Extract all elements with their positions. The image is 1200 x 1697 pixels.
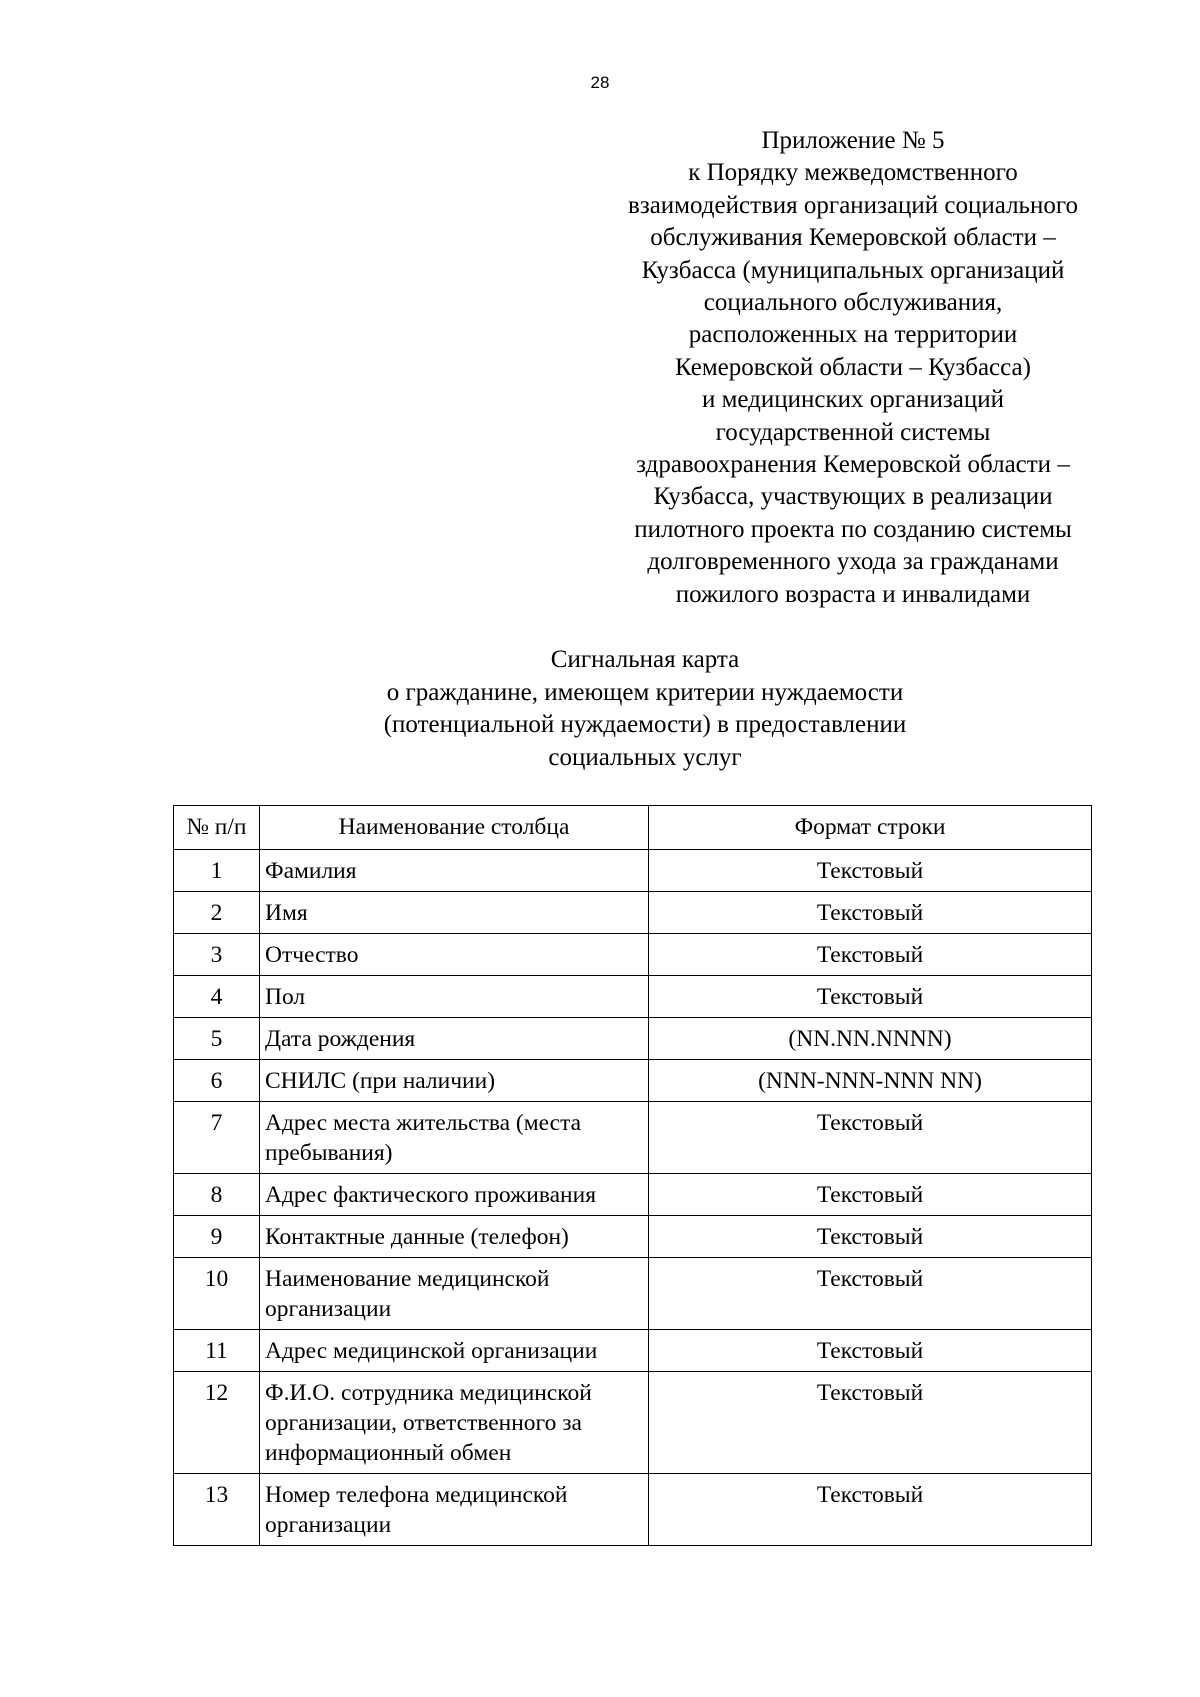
- appendix-line: и медицинских организаций: [701, 386, 1005, 414]
- header-row-format: Формат строки: [649, 806, 1092, 850]
- appendix-line: пожилого возраста и инвалидами: [675, 580, 1031, 608]
- row-number: 7: [174, 1102, 260, 1174]
- row-number: 4: [174, 976, 260, 1018]
- row-format: Текстовый: [649, 1258, 1092, 1330]
- table-row: [174, 1474, 1092, 1546]
- appendix-line: здравоохранения Кемеровской области –: [636, 451, 1070, 479]
- document-title: [0, 644, 1200, 774]
- title-line: (потенциальной нуждаемости) в предоставлении: [383, 711, 907, 738]
- appendix-line: к Порядку межведомственного: [688, 159, 1018, 187]
- row-format: Текстовый: [649, 1174, 1092, 1216]
- row-number: 3: [174, 934, 260, 976]
- row-number: 10: [174, 1258, 260, 1330]
- row-number: 1: [174, 850, 260, 892]
- row-column-name: Отчество: [260, 934, 649, 976]
- table-row: [174, 1330, 1092, 1372]
- table-row: [174, 976, 1092, 1018]
- row-column-name: СНИЛС (при наличии): [260, 1060, 649, 1102]
- row-column-name: Пол: [260, 976, 649, 1018]
- table-row: [174, 850, 1092, 892]
- row-column-name: Имя: [260, 892, 649, 934]
- row-format: Текстовый: [649, 1216, 1092, 1258]
- appendix-line: долговременного ухода за гражданами: [647, 548, 1059, 576]
- appendix-line: обслуживания Кемеровской области –: [650, 224, 1056, 252]
- row-format: Текстовый: [649, 934, 1092, 976]
- table-row: [174, 1372, 1092, 1474]
- row-number: 6: [174, 1060, 260, 1102]
- table-header-row: [174, 806, 1092, 850]
- row-format: (NN.NN.NNNN): [649, 1018, 1092, 1060]
- row-format: Текстовый: [649, 1102, 1092, 1174]
- appendix-line: Приложение № 5: [761, 127, 945, 154]
- row-format: Текстовый: [649, 850, 1092, 892]
- appendix-line: взаимодействия организаций социального: [628, 191, 1078, 219]
- row-number: 12: [174, 1372, 260, 1474]
- table-row: [174, 1102, 1092, 1174]
- row-format: Текстовый: [649, 1474, 1092, 1546]
- page-number: 28: [590, 73, 610, 92]
- row-column-name: Ф.И.О. сотрудника медицинской организации, ответственного за информационный обмен: [260, 1372, 649, 1474]
- row-format: (NNN-NNN-NNN NN): [649, 1060, 1092, 1102]
- appendix-line: Кузбасса (муниципальных организаций: [641, 256, 1065, 284]
- appendix-line: социального обслуживания,: [703, 289, 1003, 317]
- appendix-line: Кемеровской области – Кузбасса): [675, 353, 1031, 381]
- row-column-name: Наименование медицинской организации: [260, 1258, 649, 1330]
- header-column-name: Наименование столбца: [260, 806, 649, 850]
- row-format: Текстовый: [649, 976, 1092, 1018]
- row-number: 9: [174, 1216, 260, 1258]
- row-format: Текстовый: [649, 892, 1092, 934]
- fields-table: [173, 805, 1092, 1546]
- row-column-name: Фамилия: [260, 850, 649, 892]
- row-column-name: Контактные данные (телефон): [260, 1216, 649, 1258]
- table-row: [174, 1216, 1092, 1258]
- table-row: [174, 1018, 1092, 1060]
- row-number: 11: [174, 1330, 260, 1372]
- row-column-name: Адрес медицинской организации: [260, 1330, 649, 1372]
- title-line: социальных услуг: [548, 743, 742, 771]
- row-number: 8: [174, 1174, 260, 1216]
- row-format: Текстовый: [649, 1330, 1092, 1372]
- appendix-header: [583, 125, 1123, 611]
- table-row: [174, 892, 1092, 934]
- row-number: 2: [174, 892, 260, 934]
- header-number: № п/п: [174, 806, 260, 850]
- table-row: [174, 1258, 1092, 1330]
- row-column-name: Адрес фактического проживания: [260, 1174, 649, 1216]
- row-number: 5: [174, 1018, 260, 1060]
- table-row: [174, 934, 1092, 976]
- row-column-name: Номер телефона медицинской организации: [260, 1474, 649, 1546]
- row-column-name: Адрес места жительства (места пребывания): [260, 1102, 649, 1174]
- appendix-line: расположенных на территории: [688, 321, 1018, 349]
- table-row: [174, 1060, 1092, 1102]
- appendix-line: Кузбасса, участвующих в реализации: [653, 483, 1053, 511]
- row-format: Текстовый: [649, 1372, 1092, 1474]
- title-line: Сигнальная карта: [550, 646, 740, 673]
- appendix-line: пилотного проекта по созданию системы: [634, 515, 1072, 543]
- table-row: [174, 1174, 1092, 1216]
- title-line: о гражданине, имеющем критерии нуждаемости: [386, 678, 904, 706]
- row-column-name: Дата рождения: [260, 1018, 649, 1060]
- row-number: 13: [174, 1474, 260, 1546]
- appendix-line: государственной системы: [715, 418, 991, 446]
